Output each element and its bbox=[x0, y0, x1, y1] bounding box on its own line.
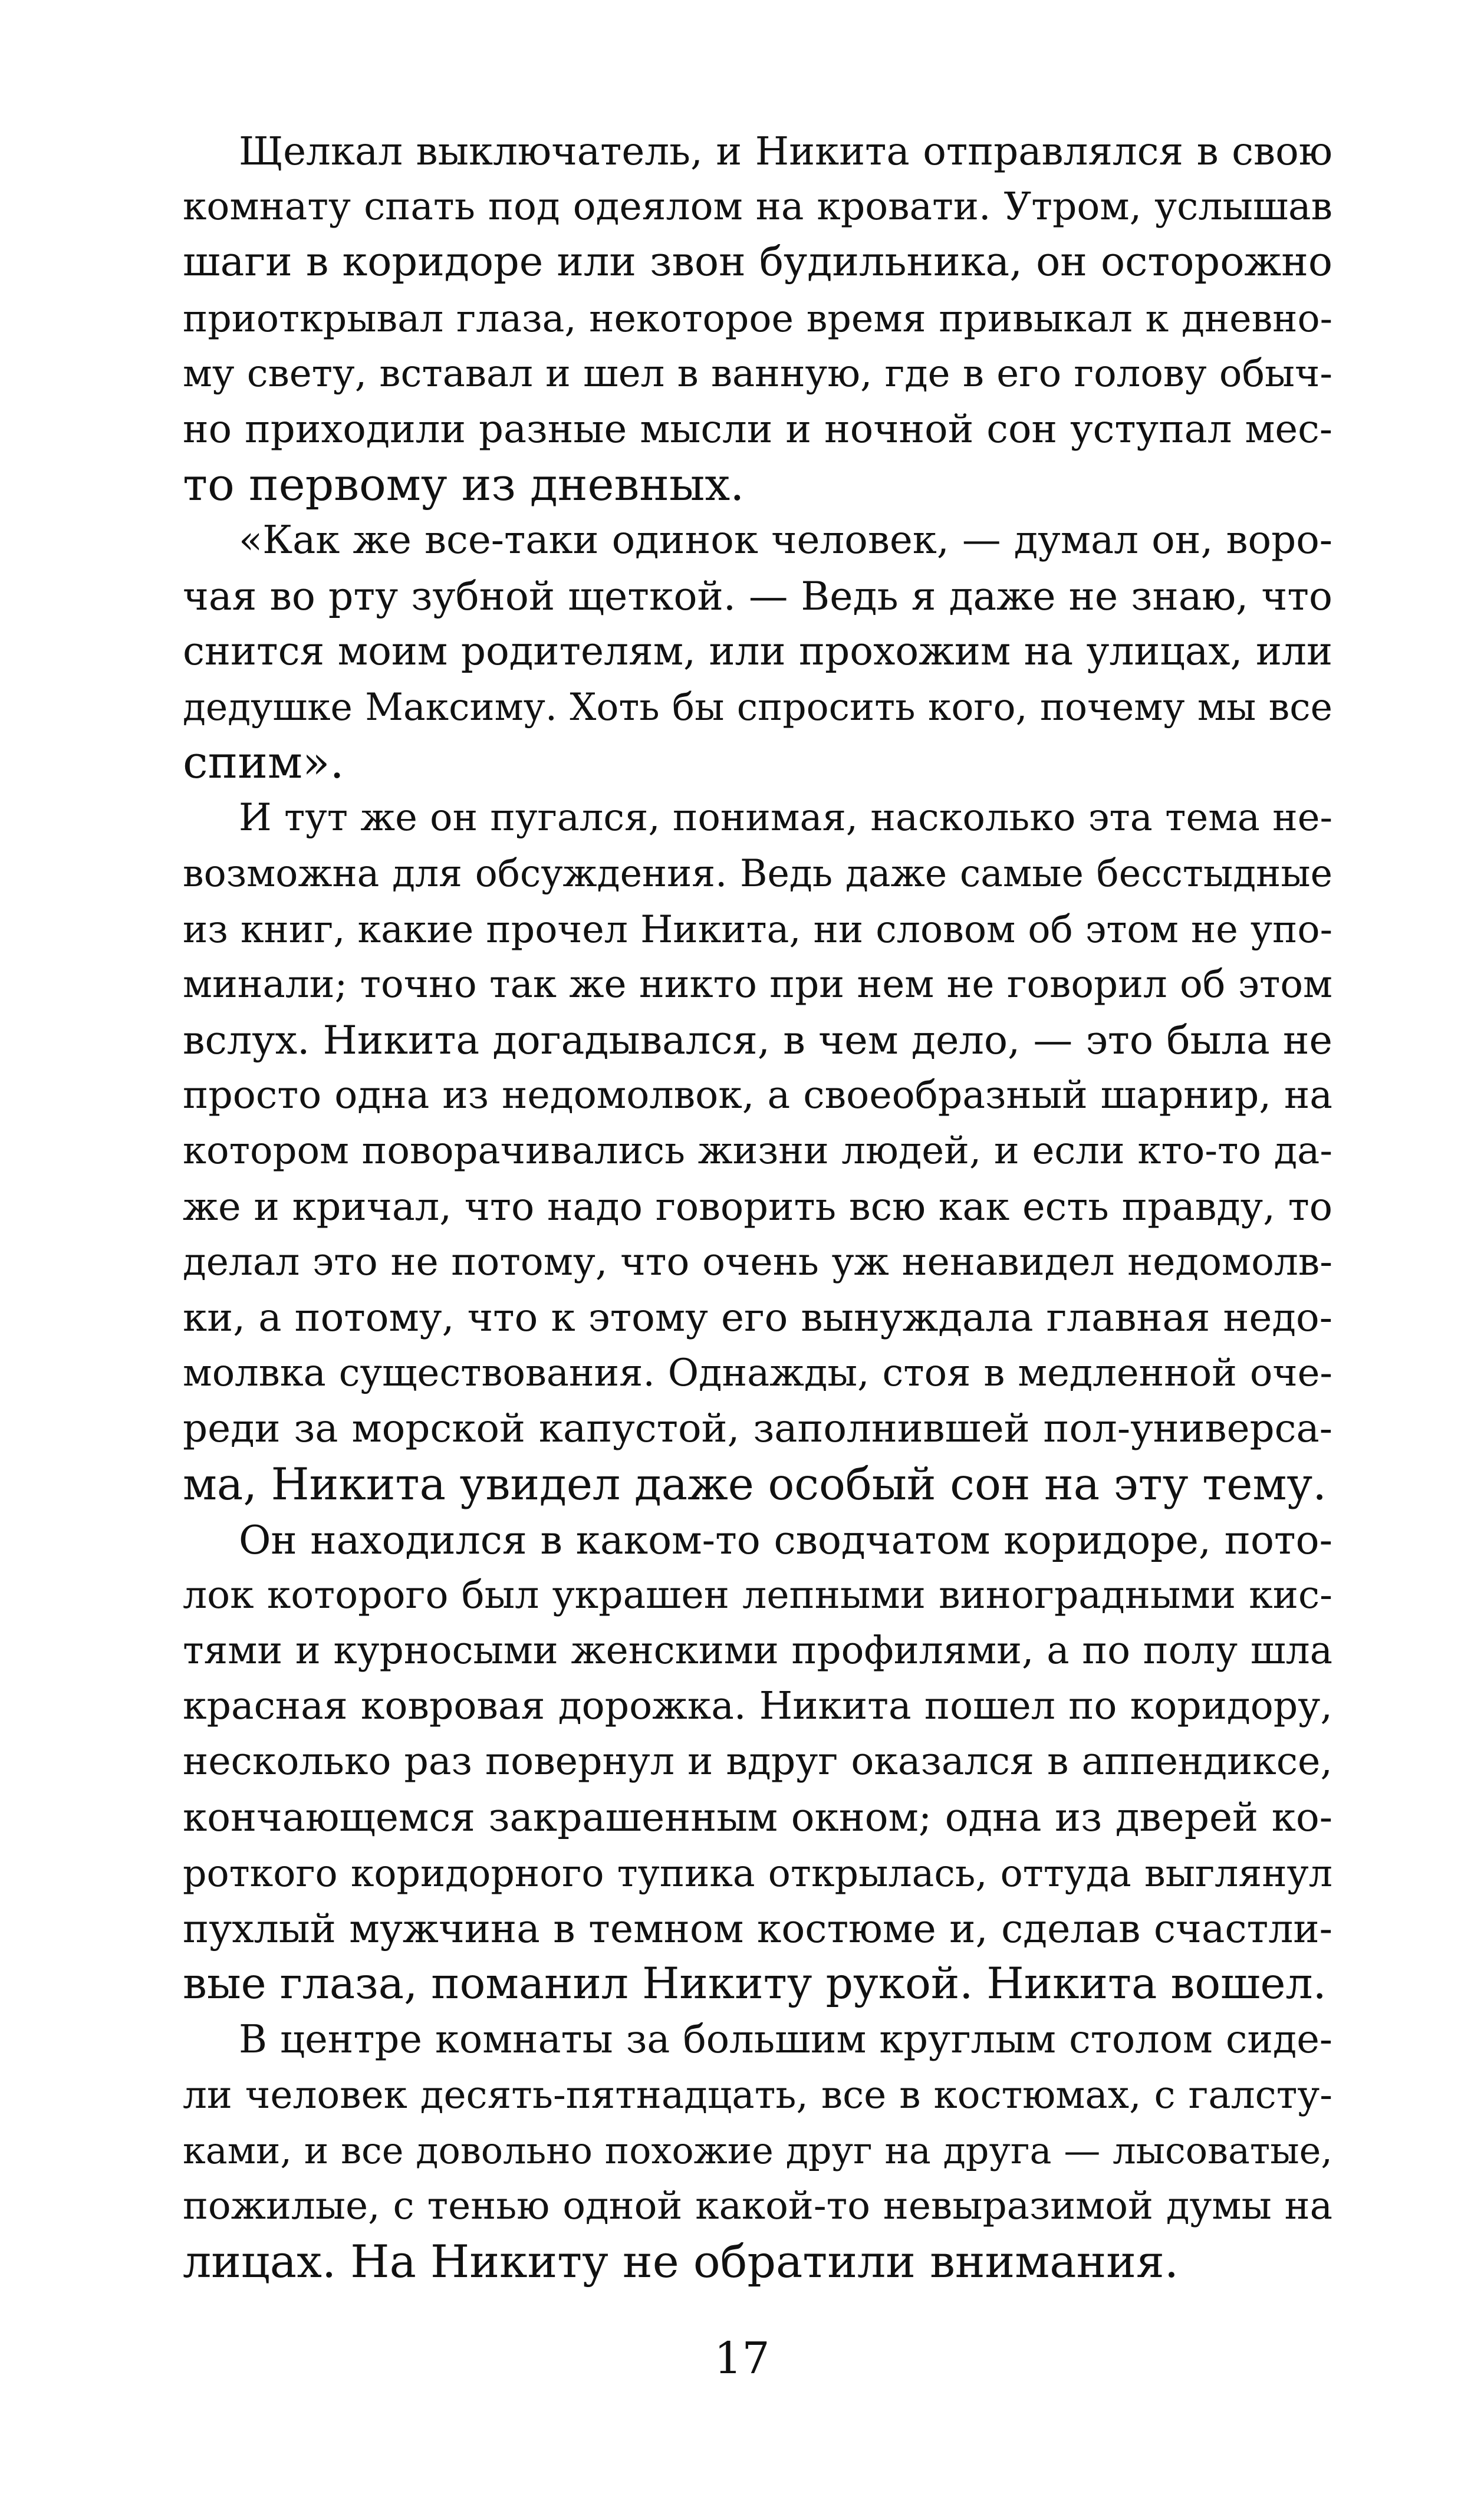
paragraph bbox=[183, 512, 1332, 790]
text-line: чая во рту зубной щеткой. — Ведь я даже не знаю, что bbox=[183, 573, 1332, 619]
text-line: ма, Никита увидел даже особый сон на эту тему. bbox=[183, 1458, 1327, 1510]
text-line: лок которого был украшен лепными виноградными кис- bbox=[183, 1572, 1332, 1617]
text-line: шаги в коридоре или звон будильника, он осторожно bbox=[183, 239, 1332, 286]
text-line: Щелкал выключатель, и Никита отправлялся в свою bbox=[239, 129, 1332, 174]
text-line: вслух. Никита догадывался, в чем дело, — это была не bbox=[183, 1017, 1332, 1063]
paragraph bbox=[183, 1512, 1332, 2012]
paragraph bbox=[183, 790, 1332, 1512]
text-line: реди за морской капустой, заполнившей пол-универса- bbox=[183, 1406, 1332, 1452]
text-line: возможна для обсуждения. Ведь даже самые бесстыдные bbox=[183, 851, 1332, 896]
text-line: Он находился в каком-то сводчатом коридоре, пото- bbox=[239, 1516, 1332, 1563]
text-line: из книг, какие прочел Никита, ни словом об этом не упо- bbox=[183, 907, 1332, 951]
text-line: молвка существования. Однажды, стоя в медленной оче- bbox=[183, 1351, 1332, 1396]
text-line: ли человек десять-пятнадцать, все в костюмах, с галсту- bbox=[183, 2072, 1332, 2117]
text-line: минали; точно так же никто при нем не говорил об этом bbox=[183, 962, 1332, 1006]
text-line: комнату спать под одеялом на кровати. Утром, услышав bbox=[183, 185, 1332, 229]
text-line: пожилые, с тенью одной какой-то невыразимой думы на bbox=[183, 2183, 1332, 2228]
paragraph bbox=[183, 124, 1332, 512]
paragraph bbox=[183, 2012, 1332, 2289]
text-line: вые глаза, поманил Никиту рукой. Никита вошел. bbox=[183, 1959, 1327, 2009]
text-line: роткого коридорного тупика открылась, оттуда выглянул bbox=[183, 1851, 1332, 1895]
body-text bbox=[183, 124, 1332, 2289]
text-line: В центре комнаты за большим круглым столом сиде- bbox=[239, 2017, 1332, 2062]
text-line: лицах. На Никиту не обратили внимания. bbox=[183, 2235, 1179, 2288]
text-line: И тут же он пугался, понимая, насколько эта тема не- bbox=[239, 796, 1332, 840]
text-line: просто одна из недомолвок, а своеобразный шарнир, на bbox=[183, 1073, 1332, 1118]
text-line: спим». bbox=[183, 736, 344, 789]
text-line: «Как же все-таки одинок человек, — думал он, воро- bbox=[239, 517, 1332, 563]
text-line: му свету, вставал и шел в ванную, где в его голову обыч- bbox=[183, 351, 1332, 396]
text-line: кончающемся закрашенным окном; одна из дверей ко- bbox=[183, 1794, 1332, 1840]
text-line: то первому из дневных. bbox=[183, 458, 745, 511]
text-line: приоткрывал глаза, некоторое время привыкал к дневно- bbox=[183, 296, 1332, 340]
text-line: ками, и все довольно похожие друг на друга — лысоватые, bbox=[183, 2128, 1332, 2172]
text-line: котором поворачивались жизни людей, и если кто-то да- bbox=[183, 1129, 1332, 1173]
text-line: дедушке Максиму. Хоть бы спросить кого, почему мы все bbox=[183, 685, 1332, 729]
text-line: пухлый мужчина в темном костюме и, сделав счастли- bbox=[183, 1906, 1332, 1952]
page-number: 17 bbox=[714, 2333, 770, 2384]
text-line: делал это не потому, что очень уж ненавидел недомолв- bbox=[183, 1239, 1332, 1284]
text-line: несколько раз повернул и вдруг оказался в аппендиксе, bbox=[183, 1739, 1332, 1784]
text-line: красная ковровая дорожка. Никита пошел по коридору, bbox=[183, 1684, 1332, 1729]
text-line: снится моим родителям, или прохожим на улицах, или bbox=[183, 628, 1332, 674]
text-line: тями и курносыми женскими профилями, а по полу шла bbox=[183, 1628, 1332, 1673]
text-line: ки, а потому, что к этому его вынуждала главная недо- bbox=[183, 1294, 1332, 1340]
text-line: же и кричал, что надо говорить всю как есть правду, то bbox=[183, 1184, 1332, 1229]
text-line: но приходили разные мысли и ночной сон уступал мес- bbox=[183, 406, 1332, 452]
